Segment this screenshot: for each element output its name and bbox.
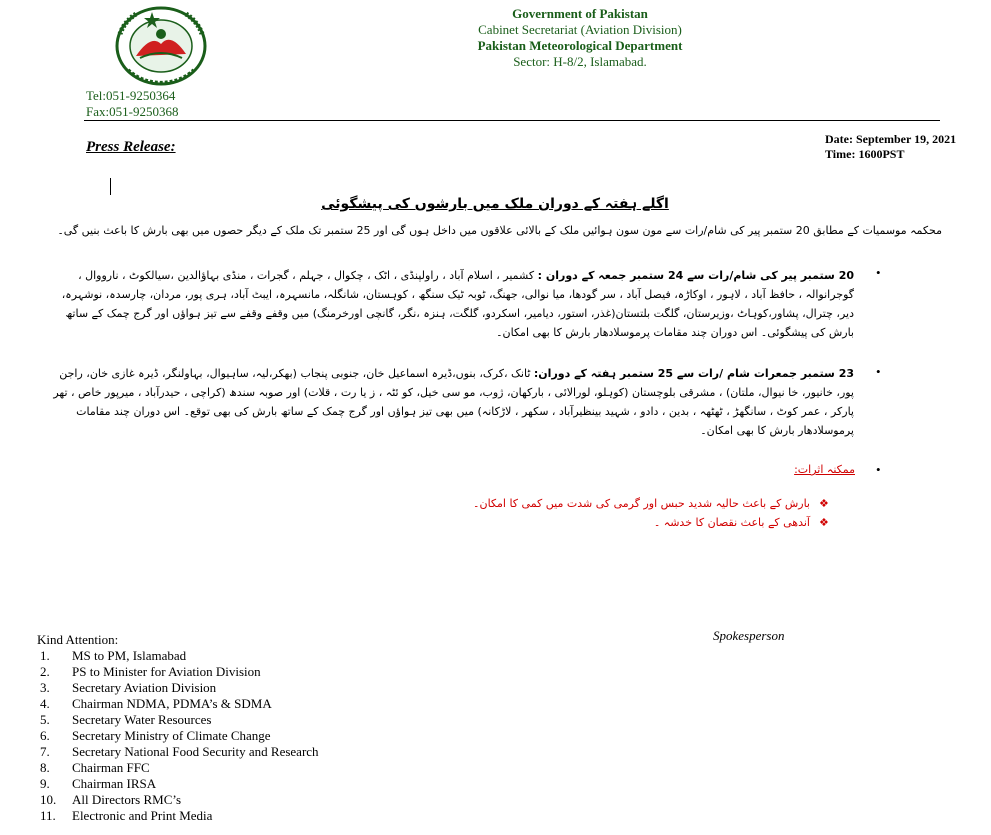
list-item: 1. MS to PM, Islamabad [40, 648, 187, 663]
forecast-paragraph-2 [42, 364, 854, 440]
list-item: 3. Secretary Aviation Division [40, 680, 217, 695]
effect-item: بارش کے باعث حالیہ شدید حبس اور گرمی کی شدت میں کمی کا امکان۔ [473, 497, 810, 510]
list-item: 5. Secretary Water Resources [40, 712, 212, 727]
list-item: 11. Electronic and Print Media [40, 808, 213, 823]
diamond-bullet-icon: ❖ [819, 517, 829, 529]
date-time [825, 132, 956, 162]
list-item: 7. Secretary National Food Security and Research [40, 744, 319, 759]
forecast-paragraph-1 [42, 266, 854, 342]
effects-heading: ممکنہ اثرات: [794, 463, 855, 476]
list-item: 4. Chairman NDMA, PDMA’s & SDMA [40, 696, 272, 711]
gov-title: Government of Pakistan [512, 6, 648, 21]
list-item: 6. Secretary Ministry of Climate Change [40, 728, 271, 743]
tel: Tel:051-9250364 [86, 88, 176, 103]
diamond-bullet-icon: ❖ [819, 498, 829, 510]
paragraph-1-heading: 20 ستمبر پیر کی شام/رات سے 24 ستمبر جمعہ کے دوران : [537, 269, 854, 282]
paragraph-2-text: ٹانک ،کرک، بنوں،ڈیرہ اسماعیل خان، جنوبی پنجاب (بھکر،لیہ، ساہیوال، بہاولنگر، ڈیرہ غازی خان، راجن پور، خانیور، خا نیوال، ملتان) ، مشرقی بلوچستان (کوہلو، لورالائی ، بارکھان، ژوب، مو سی خیل، کو ئٹہ ، ز یا رت ، قلات) اور صوبہ سندھ (کراچی ، حیدرآباد ، میرپور خاص ، تھر پارکر ، عمر کوٹ ، سانگھڑ ، ٹھٹھہ ، بدین ، دادو ، شہید بینظیرآباد ، سکھر ، لاڑکانہ) میں بھی تیز ہواؤں اور گرج چمک کے ساتھ بارش کی بھی توقع۔ اس دوران چند مقامات پرموسلادھار بارش کا بھی امکان۔ [53, 367, 854, 437]
date: Date: September 19, 2021 [825, 132, 957, 146]
header-divider [84, 120, 940, 121]
text-cursor [110, 178, 111, 195]
press-release-label: Press Release: [86, 139, 176, 155]
department-title: Pakistan Meteorological Department [477, 38, 683, 53]
kind-attention-label: Kind Attention: [37, 632, 119, 647]
contact-info [86, 88, 178, 120]
time: Time: 1600PST [825, 147, 905, 161]
list-item: 9. Chairman IRSA [40, 776, 157, 791]
intro-paragraph: محکمہ موسمیات کے مطابق 20 ستمبر پیر کی شام/رات سے مون سون ہوائیں ملک کے بالائی علاقوں میں داخل ہوں گی اور 25 ستمبر تک ملک کے دیگر حصوں میں بھی بارش کا باعث بنیں گی۔ [57, 224, 942, 237]
bullet-1: • [876, 265, 881, 280]
letterhead [380, 6, 780, 70]
list-item: 2. PS to Minister for Aviation Division [40, 664, 261, 679]
effect-item: آندھی کے باعث نقصان کا خدشہ ۔ [653, 516, 810, 529]
spokesperson-signature: Spokesperson [713, 628, 785, 643]
paragraph-1-text: کشمیر ، اسلام آباد ، راولپنڈی ، اٹک ، چکوال ، جہلم ، گجرات ، منڈی بہاؤالدین ،سیالکوٹ ، نارووال ، گوجرانوالہ ، حافظ آباد ، لاہور ، اوکاڑہ، فیصل آباد ، سر گودھا، میا نوالی، جھنگ، ٹوبہ ٹیک سنگھ ، کوہستان، شانگلہ، مانسہرہ، ایبٹ آباد، ہری پور، مردان، چارسدہ، نوشہرہ، دیر، چترال، پشاور،کوہاٹ ،وزیرستان، گلگت بلتستان(غذر، استور، دیامیر، اسکردو، گلگت، ہنزہ ،نگر، گانچی اورخرمنگ) میں وقفے وقفے سے تیز ہواؤں اور گرج چمک کے ساتھ بارش کی پیشگوئی۔ اس دوران چند مقامات پرموسلادھار بارش کا بھی امکان۔ [61, 269, 854, 339]
division-title: Cabinet Secretariat (Aviation Division) [478, 22, 682, 37]
release-title: اگلے ہفتہ کے دوران ملک میں بارشوں کی پیشگوئی [321, 196, 669, 212]
bullet-2: • [876, 364, 881, 379]
address: Sector: H-8/2, Islamabad. [513, 54, 647, 69]
pmd-logo [106, 4, 216, 88]
fax: Fax:051-9250368 [86, 104, 179, 119]
paragraph-2-heading: 23 ستمبر جمعرات شام /رات سے 25 ستمبر ہفتہ کے دوران: [533, 367, 854, 380]
bullet-3: • [876, 462, 881, 477]
list-item: 10. All Directors RMC’s [40, 792, 182, 807]
recipient-list [37, 648, 319, 824]
list-item: 8. Chairman FFC [40, 760, 150, 775]
